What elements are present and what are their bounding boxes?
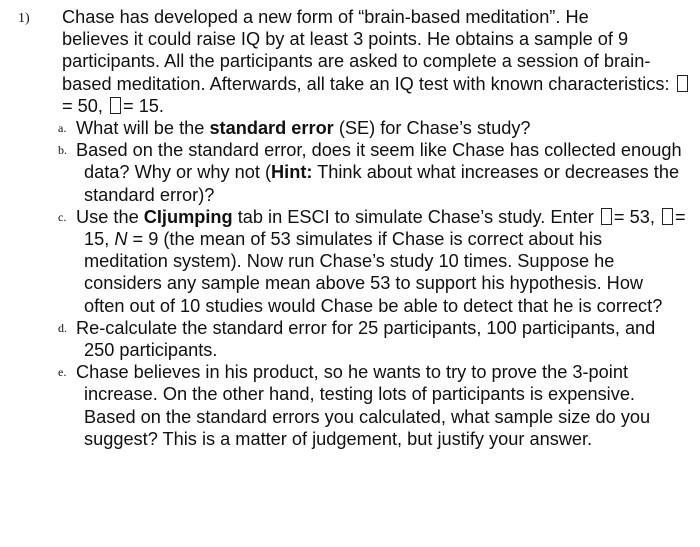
question-number: 1): [18, 11, 30, 26]
mu-symbol-box-icon: [677, 75, 688, 92]
part-a: [0, 117, 700, 139]
question-body: believes it could raise IQ by at least 3 points. He obtains a sample of 9 participants. All the participants are asked to complete a session of brain-based meditation. Afterwards, all take an IQ test with known characteristics:: [62, 29, 675, 94]
part-e: [0, 361, 700, 450]
part-d-letter: d.: [58, 320, 67, 335]
mu-symbol-box-icon: [601, 208, 612, 225]
part-b: [0, 139, 700, 206]
part-b-text: Based on the standard error, does it seem like Chase has collected enough data? Why or why not (Hint: Think about what increases or decreases the standard error)?: [76, 140, 682, 205]
sub-questions: [0, 117, 700, 450]
part-e-text: Chase believes in his product, so he wants to try to prove the 3-point increase. On the other hand, testing lots of participants is expensive. Based on the standard errors you calculated, what sample size do you suggest? This is a matter of judgement, but justify your answer.: [76, 362, 651, 449]
question-text: Chase has developed a new form of “brain-based meditation”. He believes it could raise IQ by at least 3 points. He obtains a sample of 9 participants. All the participants are asked to complete a session of brain-based meditation. Afterwards, all take an IQ test with known characteristics: = 50, = 15.: [62, 6, 694, 117]
part-c-letter: c.: [58, 209, 67, 224]
part-d: [0, 317, 700, 361]
part-e-letter: e.: [58, 365, 67, 380]
sigma-symbol-box-icon: [110, 97, 121, 114]
question-line-1: Chase has developed a new form of “brain-based meditation”. He: [62, 7, 589, 27]
part-c-text: Use the CIjumping tab in ESCI to simulate Chase’s study. Enter = 53, = 15, N = 9 (the mean of 53 simulates if Chase is correct about his meditation system). Now run Chase’s study 10 times. Suppose he considers any sample mean above 53 to support his hypothesis. How often out of 10 studies would Chase be able to detect that he is correct?: [76, 206, 686, 316]
part-d-text: Re-calculate the standard error for 25 participants, 100 participants, and 250 participants.: [76, 317, 656, 361]
sigma-symbol-box-icon: [662, 208, 673, 225]
part-c: [0, 206, 700, 317]
part-a-text: What will be the standard error (SE) for Chase’s study?: [76, 118, 531, 138]
part-b-letter: b.: [58, 143, 67, 158]
part-a-letter: a.: [58, 121, 67, 135]
